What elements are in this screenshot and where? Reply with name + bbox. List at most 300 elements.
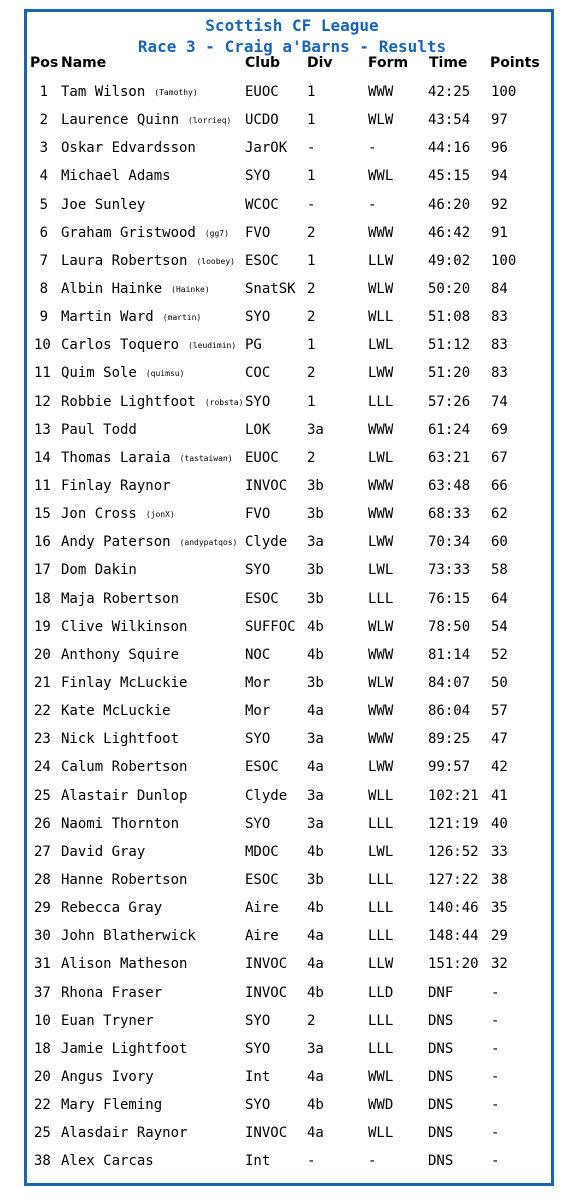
pos-cell: 25	[34, 787, 51, 804]
pos-cell: 17	[34, 562, 51, 579]
header-div: Div	[307, 55, 333, 71]
div-cell: 2	[307, 224, 316, 241]
form-cell: WWW	[368, 731, 394, 748]
points-cell: 83	[491, 337, 508, 354]
points-cell: -	[491, 1125, 500, 1142]
pos-cell: 24	[34, 759, 51, 776]
name-cell: Calum Robertson	[61, 759, 188, 776]
time-cell: 49:02	[428, 252, 471, 269]
name-cell: David Gray	[61, 843, 146, 860]
time-cell: DNS	[428, 1068, 454, 1085]
points-cell: 50	[491, 674, 508, 691]
div-cell: 4b	[307, 900, 324, 917]
pos-cell: 15	[34, 506, 51, 523]
table-row	[0, 703, 584, 731]
div-cell: 4b	[307, 843, 324, 860]
nickname-label: (martin)	[162, 313, 202, 323]
div-cell: 4b	[307, 618, 324, 635]
points-cell: 41	[491, 787, 508, 804]
div-cell: 4a	[307, 1125, 324, 1142]
form-cell: LLL	[368, 900, 394, 917]
div-cell: 3b	[307, 477, 324, 494]
club-cell: SYO	[245, 1012, 271, 1029]
points-cell: 29	[491, 928, 508, 945]
form-cell: LLL	[368, 871, 394, 888]
club-cell: SYO	[245, 1097, 271, 1114]
pos-cell: 19	[34, 618, 51, 635]
form-cell: LLW	[368, 252, 394, 269]
pos-cell: 2	[39, 112, 48, 129]
form-cell: LLL	[368, 928, 394, 945]
club-cell: Aire	[245, 900, 279, 917]
div-cell: 2	[307, 449, 316, 466]
name-cell: Robbie Lightfoot (robsta)	[61, 393, 244, 410]
league-title: Scottish CF League	[205, 16, 379, 35]
club-cell: SYO	[245, 815, 271, 832]
club-cell: MDOC	[245, 843, 279, 860]
club-cell: COC	[245, 365, 271, 382]
club-cell: ESOC	[245, 590, 279, 607]
name-cell: Tam Wilson (Tamothy)	[61, 84, 198, 100]
header-time: Time	[429, 55, 468, 71]
time-cell: DNS	[428, 1125, 454, 1142]
time-cell: DNS	[428, 1153, 454, 1170]
time-cell: 148:44	[428, 928, 479, 945]
div-cell: -	[307, 140, 316, 157]
name-cell: Finlay Raynor	[61, 477, 171, 494]
pos-cell: 26	[34, 815, 51, 832]
name-cell: Jamie Lightfoot	[61, 1040, 188, 1057]
time-cell: 73:33	[428, 562, 471, 579]
name-cell: Laura Robertson (loobey)	[61, 252, 235, 269]
name-cell: Finlay McLuckie	[61, 674, 188, 691]
table-row	[0, 928, 584, 956]
div-cell: 1	[307, 393, 316, 410]
form-cell: LLD	[368, 984, 394, 1001]
points-cell: 94	[491, 168, 508, 185]
name-cell: Quim Sole (quimsu)	[61, 365, 185, 382]
club-cell: EUOC	[245, 84, 279, 100]
form-cell: LLL	[368, 815, 394, 832]
table-row	[0, 1041, 584, 1069]
div-cell: 3a	[307, 787, 324, 804]
div-cell: 3a	[307, 534, 324, 551]
table-row	[0, 394, 584, 422]
points-cell: 100	[491, 84, 517, 100]
div-cell: 3b	[307, 562, 324, 579]
name-cell: Mary Fleming	[61, 1097, 163, 1114]
form-cell: WWW	[368, 84, 394, 100]
name-cell: Thomas Laraia (tastaiwan)	[61, 449, 233, 466]
club-cell: Int	[245, 1068, 271, 1085]
nickname-label: (Hainke)	[171, 284, 210, 294]
name-cell: Alison Matheson	[61, 956, 188, 973]
points-cell: -	[491, 1068, 500, 1085]
div-cell: 3b	[307, 871, 324, 888]
nickname-label: (jonX)	[145, 510, 175, 520]
pos-cell: 13	[34, 421, 51, 438]
nickname-label: (loobey)	[196, 256, 235, 266]
pos-cell: 3	[39, 140, 48, 157]
form-cell: WWW	[368, 703, 394, 720]
form-cell: WWW	[368, 646, 394, 663]
table-row	[0, 1097, 584, 1125]
form-cell: LLL	[368, 393, 394, 410]
table-row	[0, 956, 584, 984]
time-cell: 70:34	[428, 534, 471, 551]
table-row	[0, 647, 584, 675]
table-row	[0, 225, 584, 253]
race-title: Race 3 - Craig a'Barns - Results	[137, 37, 447, 56]
time-cell: 86:04	[428, 703, 471, 720]
table-row	[0, 675, 584, 703]
club-cell: INVOC	[245, 477, 288, 494]
header-pos: Pos	[30, 55, 59, 71]
table-row	[0, 506, 584, 534]
div-cell: 2	[307, 365, 316, 382]
table-row	[0, 1153, 584, 1181]
form-cell: WLW	[368, 618, 394, 635]
club-cell: SYO	[245, 168, 271, 185]
header-form: Form	[368, 55, 409, 71]
table-row	[0, 872, 584, 900]
points-cell: 38	[491, 871, 508, 888]
div-cell: 3b	[307, 590, 324, 607]
time-cell: 46:42	[428, 224, 471, 241]
time-cell: 102:21	[428, 787, 479, 804]
table-row	[0, 1013, 584, 1041]
club-cell: Int	[245, 1153, 271, 1170]
nickname-label: (Tamothy)	[154, 88, 198, 97]
div-cell: 3b	[307, 506, 324, 523]
club-cell: SnatSK	[245, 280, 296, 297]
div-cell: 4a	[307, 1068, 324, 1085]
div-cell: -	[307, 1153, 316, 1170]
name-cell: Oskar Edvardsson	[61, 140, 196, 157]
table-row	[0, 985, 584, 1013]
name-cell: Albin Hainke (Hainke)	[61, 280, 210, 297]
form-cell: WWL	[368, 1068, 394, 1085]
name-cell: Alex Carcas	[61, 1153, 154, 1170]
pos-cell: 21	[34, 674, 51, 691]
club-cell: INVOC	[245, 984, 288, 1001]
div-cell: 4a	[307, 928, 324, 945]
pos-cell: 30	[34, 928, 51, 945]
time-cell: 63:48	[428, 477, 471, 494]
points-cell: -	[491, 984, 500, 1001]
time-cell: 57:26	[428, 393, 471, 410]
table-row	[0, 562, 584, 590]
club-cell: FVO	[245, 506, 271, 523]
nickname-label: (gg7)	[204, 228, 229, 238]
form-cell: WLW	[368, 674, 394, 691]
club-cell: ESOC	[245, 252, 279, 269]
club-cell: NOC	[245, 646, 271, 663]
name-cell: Joe Sunley	[61, 196, 146, 213]
pos-cell: 11	[34, 365, 51, 382]
table-row	[0, 422, 584, 450]
time-cell: DNS	[428, 1012, 454, 1029]
form-cell: LWL	[368, 337, 394, 354]
time-cell: 43:54	[428, 112, 471, 129]
pos-cell: 1	[39, 84, 48, 100]
club-cell: WCOC	[245, 196, 279, 213]
points-cell: 83	[491, 309, 508, 326]
nickname-label: (quimsu)	[145, 369, 185, 379]
time-cell: 99:57	[428, 759, 471, 776]
club-cell: ESOC	[245, 871, 279, 888]
time-cell: 81:14	[428, 646, 471, 663]
pos-cell: 37	[34, 984, 51, 1001]
points-cell: -	[491, 1153, 500, 1170]
div-cell: 3a	[307, 815, 324, 832]
time-cell: 151:20	[428, 956, 479, 973]
time-cell: 51:12	[428, 337, 471, 354]
table-row	[0, 253, 584, 281]
time-cell: 140:46	[428, 900, 479, 917]
div-cell: 3a	[307, 1040, 324, 1057]
name-cell: Rebecca Gray	[61, 900, 163, 917]
table-row	[0, 450, 584, 478]
club-cell: Mor	[245, 703, 271, 720]
name-cell: Andy Paterson (andypatqos)	[61, 534, 238, 551]
div-cell: 4b	[307, 984, 324, 1001]
name-cell: Angus Ivory	[61, 1068, 154, 1085]
club-cell: PG	[245, 337, 262, 354]
table-row	[0, 84, 584, 112]
nickname-label: (andypatqos)	[179, 538, 238, 548]
table-row	[0, 337, 584, 365]
name-cell: Alasdair Raynor	[61, 1125, 188, 1142]
points-cell: 33	[491, 843, 508, 860]
club-cell: SYO	[245, 562, 271, 579]
nickname-label: (leudimin)	[188, 341, 237, 351]
pos-cell: 38	[34, 1153, 51, 1170]
name-cell: Anthony Squire	[61, 646, 180, 663]
club-cell: Mor	[245, 674, 271, 691]
div-cell: 4a	[307, 759, 324, 776]
pos-cell: 5	[39, 196, 48, 213]
pos-cell: 12	[34, 393, 51, 410]
form-cell: -	[368, 1153, 377, 1170]
table-row	[0, 759, 584, 787]
form-cell: LWL	[368, 843, 394, 860]
club-cell: SYO	[245, 393, 271, 410]
form-cell: WWW	[368, 224, 394, 241]
name-cell: Kate McLuckie	[61, 703, 171, 720]
time-cell: 89:25	[428, 731, 471, 748]
form-cell: WWW	[368, 477, 394, 494]
time-cell: 68:33	[428, 506, 471, 523]
points-cell: 64	[491, 590, 508, 607]
name-cell: Martin Ward (martin)	[61, 309, 202, 326]
form-cell: WLW	[368, 280, 394, 297]
form-cell: LLW	[368, 956, 394, 973]
time-cell: 45:15	[428, 168, 471, 185]
table-row	[0, 112, 584, 140]
name-cell: Rhona Fraser	[61, 984, 163, 1001]
club-cell: EUOC	[245, 449, 279, 466]
table-row	[0, 591, 584, 619]
table-row	[0, 900, 584, 928]
header-club: Club	[245, 55, 281, 71]
nickname-label: (lorrieq)	[188, 116, 232, 126]
form-cell: WLL	[368, 787, 394, 804]
form-cell: WWW	[368, 506, 394, 523]
time-cell: 63:21	[428, 449, 471, 466]
form-cell: LLL	[368, 590, 394, 607]
name-cell: Jon Cross (jonX)	[61, 506, 175, 523]
form-cell: LWL	[368, 562, 394, 579]
time-cell: 127:22	[428, 871, 479, 888]
time-cell: 76:15	[428, 590, 471, 607]
club-cell: INVOC	[245, 956, 288, 973]
club-cell: JarOK	[245, 140, 288, 157]
form-cell: LWW	[368, 759, 394, 776]
pos-cell: 31	[34, 956, 51, 973]
nickname-label: (robsta)	[204, 397, 244, 407]
club-cell: SYO	[245, 1040, 271, 1057]
pos-cell: 11	[34, 477, 51, 494]
points-cell: 92	[491, 196, 508, 213]
name-cell: Carlos Toquero (leudimin)	[61, 337, 237, 354]
pos-cell: 18	[34, 1040, 51, 1057]
time-cell: 126:52	[428, 843, 479, 860]
table-row	[0, 844, 584, 872]
form-cell: WLW	[368, 112, 394, 129]
pos-cell: 6	[39, 224, 48, 241]
pos-cell: 22	[34, 703, 51, 720]
club-cell: UCDO	[245, 112, 279, 129]
points-cell: 69	[491, 421, 508, 438]
table-row	[0, 197, 584, 225]
name-cell: Euan Tryner	[61, 1012, 154, 1029]
div-cell: 2	[307, 280, 316, 297]
div-cell: 2	[307, 1012, 316, 1029]
pos-cell: 14	[34, 449, 51, 466]
time-cell: 51:08	[428, 309, 471, 326]
div-cell: 4b	[307, 646, 324, 663]
points-cell: -	[491, 1040, 500, 1057]
points-cell: 74	[491, 393, 508, 410]
pos-cell: 16	[34, 534, 51, 551]
time-cell: 44:16	[428, 140, 471, 157]
points-cell: 66	[491, 477, 508, 494]
time-cell: 121:19	[428, 815, 479, 832]
time-cell: DNS	[428, 1040, 454, 1057]
points-cell: 35	[491, 900, 508, 917]
name-cell: Paul Todd	[61, 421, 137, 438]
form-cell: WLL	[368, 309, 394, 326]
name-cell: Graham Gristwood (gg7)	[61, 224, 229, 241]
table-row	[0, 619, 584, 647]
club-cell: FVO	[245, 224, 271, 241]
table-row	[0, 1125, 584, 1153]
club-cell: SYO	[245, 731, 271, 748]
points-cell: 58	[491, 562, 508, 579]
form-cell: LWW	[368, 534, 394, 551]
table-row	[0, 281, 584, 309]
points-cell: 91	[491, 224, 508, 241]
table-row	[0, 534, 584, 562]
points-cell: 84	[491, 280, 508, 297]
name-cell: Clive Wilkinson	[61, 618, 188, 635]
header-points: Points	[490, 55, 540, 71]
pos-cell: 10	[34, 337, 51, 354]
points-cell: 57	[491, 703, 508, 720]
time-cell: 61:24	[428, 421, 471, 438]
table-row	[0, 1069, 584, 1097]
name-cell: Maja Robertson	[61, 590, 180, 607]
results-table	[0, 84, 584, 1181]
name-cell: Alastair Dunlop	[61, 787, 188, 804]
points-cell: 100	[491, 252, 517, 269]
time-cell: DNS	[428, 1097, 454, 1114]
name-cell: John Blatherwick	[61, 928, 196, 945]
div-cell: 3a	[307, 731, 324, 748]
pos-cell: 23	[34, 731, 51, 748]
points-cell: 67	[491, 449, 508, 466]
club-cell: INVOC	[245, 1125, 288, 1142]
div-cell: -	[307, 196, 316, 213]
table-row	[0, 140, 584, 168]
points-cell: 42	[491, 759, 508, 776]
div-cell: 3a	[307, 421, 324, 438]
club-cell: Clyde	[245, 534, 288, 551]
points-cell: 40	[491, 815, 508, 832]
pos-cell: 25	[34, 1125, 51, 1142]
table-row	[0, 309, 584, 337]
time-cell: 46:20	[428, 196, 471, 213]
form-cell: LLL	[368, 1040, 394, 1057]
points-cell: 47	[491, 731, 508, 748]
div-cell: 1	[307, 112, 316, 129]
pos-cell: 18	[34, 590, 51, 607]
club-cell: Clyde	[245, 787, 288, 804]
pos-cell: 20	[34, 1068, 51, 1085]
nickname-label: (tastaiwan)	[179, 453, 233, 463]
pos-cell: 8	[39, 280, 48, 297]
club-cell: SYO	[245, 309, 271, 326]
club-cell: LOK	[245, 421, 271, 438]
points-cell: -	[491, 1097, 500, 1114]
table-row	[0, 788, 584, 816]
div-cell: 4a	[307, 703, 324, 720]
form-cell: -	[368, 196, 377, 213]
header-name: Name	[61, 55, 107, 71]
form-cell: WLL	[368, 1125, 394, 1142]
table-row	[0, 731, 584, 759]
div-cell: 4b	[307, 1097, 324, 1114]
form-cell: LWW	[368, 365, 394, 382]
form-cell: LWL	[368, 449, 394, 466]
club-cell: ESOC	[245, 759, 279, 776]
points-cell: 96	[491, 140, 508, 157]
form-cell: -	[368, 140, 377, 157]
points-cell: 83	[491, 365, 508, 382]
div-cell: 2	[307, 309, 316, 326]
table-row	[0, 816, 584, 844]
time-cell: DNF	[428, 984, 454, 1001]
points-cell: 52	[491, 646, 508, 663]
time-cell: 84:07	[428, 674, 471, 691]
pos-cell: 29	[34, 900, 51, 917]
pos-cell: 10	[34, 1012, 51, 1029]
points-cell: 60	[491, 534, 508, 551]
time-cell: 78:50	[428, 618, 471, 635]
name-cell: Naomi Thornton	[61, 815, 180, 832]
form-cell: WWD	[368, 1097, 394, 1114]
